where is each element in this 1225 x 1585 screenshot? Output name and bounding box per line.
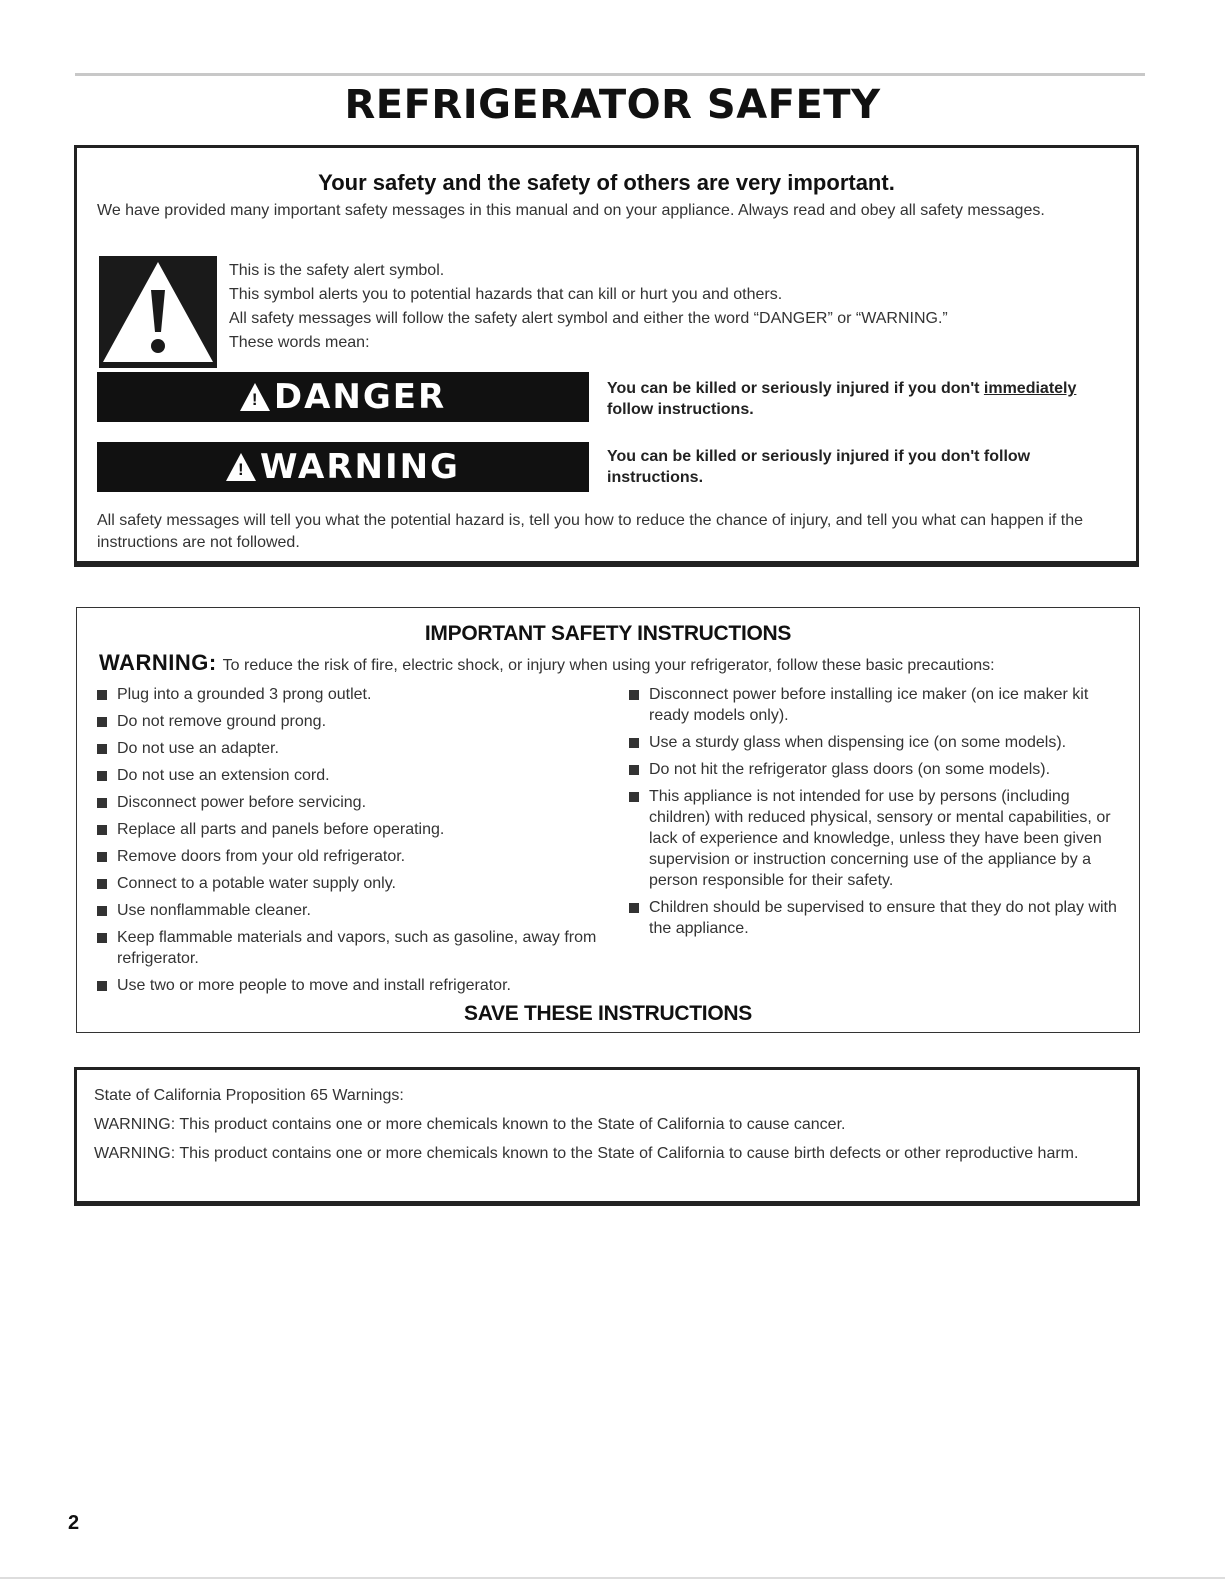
bullet-icon <box>97 933 107 943</box>
bullet-icon <box>629 903 639 913</box>
bullet-icon <box>97 717 107 727</box>
bullet-icon <box>629 765 639 775</box>
prop65-text <box>94 1085 1114 1172</box>
bullet-icon <box>97 825 107 835</box>
danger-description <box>607 378 1127 420</box>
alert-line: These words mean: <box>229 334 370 351</box>
list-item: Connect to a potable water supply only. <box>97 873 617 894</box>
bullet-icon <box>97 771 107 781</box>
list-item: Children should be supervised to ensure that they do not play with the appliance. <box>629 897 1129 939</box>
alert-line: This is the safety alert symbol. <box>229 262 445 279</box>
danger-emphasis: immediately <box>983 380 1077 397</box>
danger-text: You can be killed or seriously injured if you don't <box>607 380 984 397</box>
instructions-warning <box>99 650 995 676</box>
warning-triangle-icon <box>240 383 270 411</box>
prop65-line: WARNING: This product contains one or more chemicals known to the State of California to cause cancer. <box>94 1116 846 1133</box>
instructions-left-column <box>97 684 617 1002</box>
bullet-icon <box>97 879 107 889</box>
list-item: Do not remove ground prong. <box>97 711 617 732</box>
list-item: Remove doors from your old refrigerator. <box>97 846 617 867</box>
bullet-icon <box>97 852 107 862</box>
alert-line: This symbol alerts you to potential hazards that can kill or hurt you and others. <box>229 286 783 303</box>
alert-symbol-description <box>229 259 1129 355</box>
list-item: Do not use an adapter. <box>97 738 617 759</box>
danger-text-end: follow instructions. <box>607 401 754 418</box>
list-item: This appliance is not intended for use by persons (including children) with reduced physical, sensory or mental capabilities, or lack of experience and knowledge, unless they have been given supervision or instruction concerning use of the appliance by a person responsible for their safety. <box>629 786 1129 891</box>
safety-box <box>74 145 1139 567</box>
safety-intro: We have provided many important safety messages in this manual and on your appliance. Always read and obey all safety messages. <box>97 202 1045 219</box>
top-rule <box>75 73 1145 76</box>
list-item: Keep flammable materials and vapors, such as gasoline, away from refrigerator. <box>97 927 617 969</box>
warning-label: WARNING: <box>99 650 217 675</box>
bullet-icon <box>97 744 107 754</box>
prop65-line: State of California Proposition 65 Warnings: <box>94 1087 404 1104</box>
instructions-box <box>76 607 1140 1033</box>
prop65-box <box>74 1067 1140 1206</box>
safety-outro: All safety messages will tell you what the potential hazard is, tell you how to reduce the chance of injury, and tell you what can happen if the instructions are not followed. <box>97 512 1084 551</box>
safety-alert-icon <box>99 256 217 368</box>
page-number: 2 <box>68 1512 80 1534</box>
bullet-icon <box>97 798 107 808</box>
list-item: Do not hit the refrigerator glass doors (on some models). <box>629 759 1129 780</box>
bullet-icon <box>97 981 107 991</box>
safety-subhead: Your safety and the safety of others are very important. <box>318 170 895 195</box>
warning-text: To reduce the risk of fire, electric shock, or injury when using your refrigerator, follow these basic precautions: <box>222 657 995 674</box>
list-item: Replace all parts and panels before operating. <box>97 819 617 840</box>
bullet-icon <box>97 690 107 700</box>
bottom-rule <box>0 1577 1225 1579</box>
danger-signal-bar <box>97 372 589 422</box>
warning-signal-bar <box>97 442 589 492</box>
list-item: Use nonflammable cleaner. <box>97 900 617 921</box>
list-item: Do not use an extension cord. <box>97 765 617 786</box>
instructions-right-column <box>629 684 1129 945</box>
instructions-heading: IMPORTANT SAFETY INSTRUCTIONS <box>424 622 792 645</box>
prop65-line: WARNING: This product contains one or more chemicals known to the State of California to cause birth defects or other reproductive harm. <box>94 1145 1079 1162</box>
danger-label: DANGER <box>273 377 447 417</box>
alert-line: All safety messages will follow the safety alert symbol and either the word “DANGER” or “WARNING.” <box>229 310 948 327</box>
warning-label: WARNING <box>260 447 460 487</box>
list-item: Disconnect power before servicing. <box>97 792 617 813</box>
page-title: REFRIGERATOR SAFETY <box>344 82 881 128</box>
bullet-icon <box>97 906 107 916</box>
list-item: Use two or more people to move and install refrigerator. <box>97 975 617 996</box>
list-item: Disconnect power before installing ice maker (on ice maker kit ready models only). <box>629 684 1129 726</box>
save-instructions-footer: SAVE THESE INSTRUCTIONS <box>464 1002 752 1025</box>
bullet-icon <box>629 690 639 700</box>
warning-description: You can be killed or seriously injured if you don't follow instructions. <box>607 448 1031 486</box>
list-item: Use a sturdy glass when dispensing ice (on some models). <box>629 732 1129 753</box>
bullet-icon <box>629 738 639 748</box>
bullet-icon <box>629 792 639 802</box>
list-item: Plug into a grounded 3 prong outlet. <box>97 684 617 705</box>
warning-triangle-icon <box>226 453 256 481</box>
